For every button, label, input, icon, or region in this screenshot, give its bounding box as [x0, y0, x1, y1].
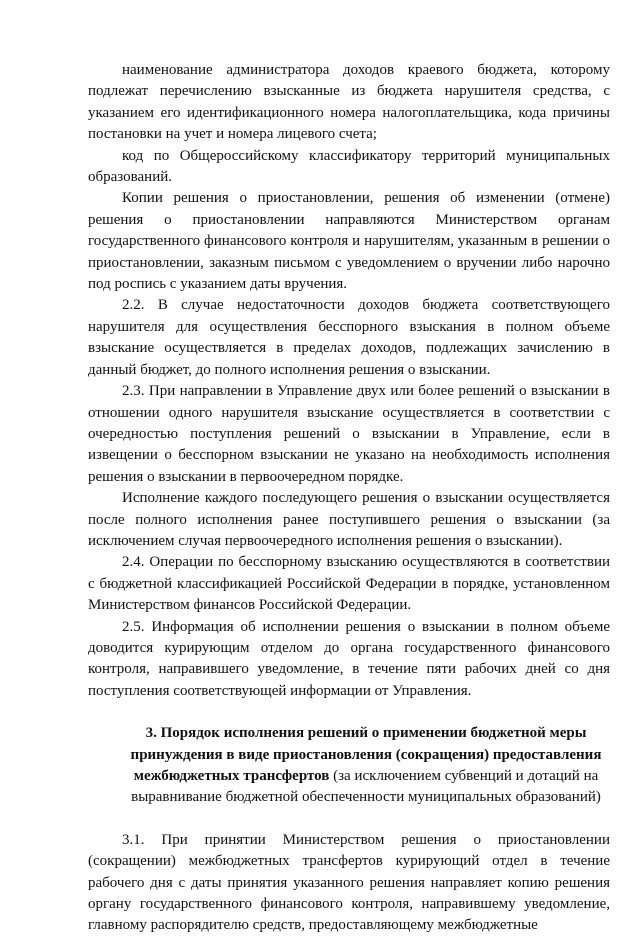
section-3-heading — [88, 723, 610, 809]
copies-paragraph: Копии решения о приостановлении, решения об изменении (отмене) решения о приостановлении направляются Министерством органам государственного финансового контроля и нарушителям, указанным в решении о приостановлении, заказным письмом с уведомлением о вручении либо нарочно под роспись с указанием даты вручения. — [88, 190, 610, 293]
admin-revenue-paragraph: наименование администратора доходов краевого бюджета, которому подлежат перечислению взысканные из бюджета нарушителя средства, с указанием его идентификационного номера налогоплательщика, кода причины постановки на учет и номера лицевого счета; — [88, 62, 610, 143]
document-body — [88, 60, 610, 937]
clause-2-3: 2.3. При направлении в Управление двух или более решений о взыскании в отношении одного нарушителя взыскание осуществляется в соответствии с очередностью поступления решений о взыскании в Управление, если в извещении о бесспорном взыскании не указано на необходимость исполнения решения о взыскании в первоочередном порядке. — [88, 383, 610, 485]
clause-2-3-continuation: Исполнение каждого последующего решения о взыскании осуществляется после полного исполнения ранее поступившего решения о взыскании (за исключением случая первоочередного исполнения решения о взыскании). — [88, 490, 610, 549]
clause-2-4: 2.4. Операции по бесспорному взысканию осуществляются в соответствии с бюджетной классификацией Российской Федерации в порядке, установленном Министерством финансов Российской Федерации. — [88, 554, 610, 614]
section-gap — [88, 809, 610, 830]
section-gap — [88, 702, 610, 723]
clause-2-2: 2.2. В случае недостаточности доходов бюджета соответствующего нарушителя для осуществления бесспорного взыскания в полном объеме взыскание осуществляется в пределах доходов, подлежащих зачислению в данный бюджет, до полного исполнения решения о взыскании. — [88, 297, 610, 378]
section-3-heading-bold: 3. Порядок исполнения решений о применении бюджетной меры принуждения в виде приостановления (сокращения) предоставления межбюджетных трансфертов — [130, 725, 602, 784]
clause-3-1: 3.1. При принятии Министерством решения о приостановлении (сокращении) межбюджетных трансфертов курирующий отдел в течение рабочего дня с даты принятия указанного решения направляет копию решения органу государственного финансового контроля, направившему уведомление, главному распорядителю средств, предоставляющему межбюджетные — [88, 831, 610, 934]
oktmo-paragraph: код по Общероссийскому классификатору территорий муниципальных образований. — [88, 147, 610, 186]
section-3-heading-note: (за исключением субвенций и дотаций на выравнивание бюджетной обеспеченности муниципальных образований) — [131, 768, 601, 806]
clause-2-5: 2.5. Информация об исполнении решения о взыскании в полном объеме доводится курирующим отделом до органа государственного финансового контроля, направившего уведомление, в течение пяти рабочих дней со дня поступления соответствующей информации от Управления. — [88, 618, 610, 699]
